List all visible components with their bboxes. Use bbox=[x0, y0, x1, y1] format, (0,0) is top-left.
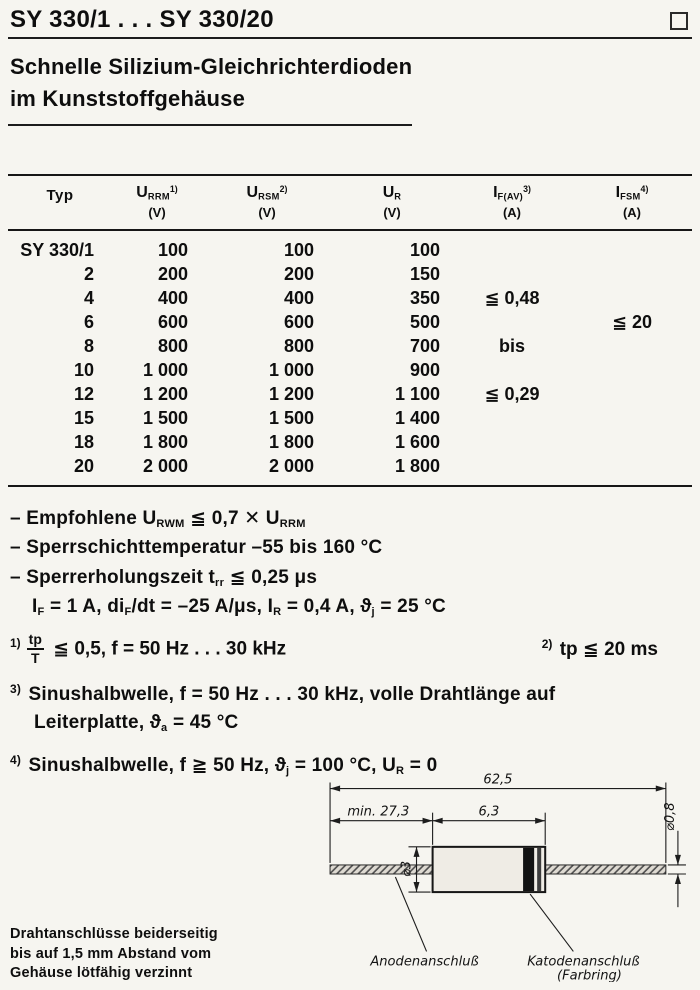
cathode-colorband-label: (Farbring) bbox=[557, 968, 622, 982]
footnote-1 bbox=[10, 632, 286, 667]
table-row bbox=[8, 310, 692, 334]
note-text: ≦ 0,25 μs bbox=[224, 566, 318, 588]
col-header-typ bbox=[8, 175, 112, 230]
dim-body-diameter: ⌀3 bbox=[399, 860, 415, 878]
cell-ifsm bbox=[572, 406, 692, 430]
header-sub: RSM bbox=[258, 191, 280, 202]
cell-typ: SY 330/1 bbox=[20, 239, 94, 260]
note-text: ≦ 0,7 ✕ U bbox=[184, 507, 280, 529]
cell-ursm: 200 bbox=[283, 263, 314, 284]
corner-square bbox=[670, 12, 688, 30]
subtitle-line2: im Kunststoffgehäuse bbox=[10, 85, 246, 111]
cell-ur: 1 800 bbox=[394, 455, 440, 476]
cell-urrm: 1 800 bbox=[142, 431, 188, 452]
cell-typ: 4 bbox=[83, 287, 94, 308]
table-head bbox=[8, 175, 692, 230]
note-recovery-time bbox=[10, 566, 690, 589]
note-urwm bbox=[10, 507, 690, 530]
footer-line: Gehäuse lötfähig verzinnt bbox=[10, 965, 193, 982]
table-row bbox=[8, 406, 692, 430]
solderability-note bbox=[10, 925, 218, 984]
footnote-text: = 0 bbox=[404, 754, 438, 776]
cell-ifsm bbox=[572, 382, 692, 406]
footnote-text: Sinushalbwelle, f = 50 Hz . . . 30 kHz, volle Drahtlänge auf bbox=[23, 683, 556, 705]
fraction-denominator: T bbox=[27, 648, 44, 666]
cell-ifsm bbox=[572, 454, 692, 486]
header-sub: R bbox=[394, 191, 402, 202]
note-test-conditions bbox=[10, 596, 690, 618]
cell-urrm: 1 500 bbox=[142, 407, 188, 428]
cell-ifsm bbox=[572, 334, 692, 358]
anode-lead bbox=[330, 865, 433, 874]
note-text: = 0,4 A, ϑ bbox=[281, 595, 372, 617]
cell-urrm: 1 200 bbox=[142, 383, 188, 404]
table-row bbox=[8, 262, 692, 286]
cell-ifav: ≦ 0,48 bbox=[484, 287, 540, 308]
cell-ifsm bbox=[572, 358, 692, 382]
cell-urrm: 2 000 bbox=[142, 455, 188, 476]
cell-urrm: 400 bbox=[157, 287, 188, 308]
duty-cycle-fraction bbox=[27, 632, 44, 667]
col-header-ur bbox=[332, 175, 452, 230]
dim-lead-diameter: ⌀0,8 bbox=[662, 802, 678, 831]
page-title: SY 330/1 . . . SY 330/20 bbox=[10, 6, 274, 33]
note-sub: F bbox=[37, 605, 45, 618]
cell-ifsm bbox=[572, 430, 692, 454]
cell-urrm: 800 bbox=[157, 335, 188, 356]
footnote-row bbox=[10, 632, 658, 667]
cell-ur: 150 bbox=[409, 263, 440, 284]
header-unit: (A) bbox=[622, 204, 642, 220]
cell-ifav: bis bbox=[498, 335, 525, 356]
cell-ifav: ≦ 0,29 bbox=[484, 383, 540, 404]
table-header-row bbox=[8, 175, 692, 230]
cell-ifav bbox=[452, 454, 572, 486]
note-sub: a bbox=[161, 722, 168, 734]
footnote-text: tp ≦ 20 ms bbox=[554, 639, 658, 661]
dim-lead-length: min. 27,3 bbox=[347, 804, 410, 820]
footnote-mark: 2) bbox=[541, 637, 553, 652]
cell-ur: 500 bbox=[409, 311, 440, 332]
note-text: – Sperrerholungszeit t bbox=[10, 566, 215, 588]
cell-ifav bbox=[452, 310, 572, 334]
cathode-lead bbox=[545, 865, 666, 874]
cell-typ: 20 bbox=[73, 455, 94, 476]
footnote-line bbox=[10, 680, 690, 710]
footnote-text: = 100 °C, U bbox=[289, 754, 397, 776]
note-text: – Empfohlene U bbox=[10, 507, 157, 529]
cell-ifav bbox=[452, 262, 572, 286]
subtitle-divider bbox=[8, 124, 412, 126]
header-unit: (V) bbox=[383, 204, 401, 220]
cell-ur: 1 400 bbox=[394, 407, 440, 428]
footnote-mark: 4) bbox=[10, 752, 22, 767]
footer-line: Drahtanschlüsse beiderseitig bbox=[10, 926, 218, 942]
fraction-numerator: tp bbox=[28, 630, 42, 647]
note-sub: RWM bbox=[156, 517, 185, 530]
cell-urrm: 1 000 bbox=[142, 359, 188, 380]
footnote-text: = 45 °C bbox=[167, 712, 239, 734]
header-symbol: I bbox=[615, 183, 621, 201]
note-text: – Sperrschichttemperatur –55 bis 160 °C bbox=[10, 536, 383, 558]
cell-ursm: 1 000 bbox=[268, 359, 314, 380]
note-sub: j bbox=[286, 764, 290, 777]
footnote-mark: 1) bbox=[10, 636, 21, 650]
header-sub: RRM bbox=[147, 191, 170, 202]
cell-urrm: 200 bbox=[157, 263, 188, 284]
footnote-3 bbox=[10, 680, 690, 738]
note-text: = 25 °C bbox=[374, 595, 446, 617]
cell-ursm: 2 000 bbox=[268, 455, 314, 476]
cell-ifsm bbox=[572, 286, 692, 310]
dim-total-length: 62,5 bbox=[483, 772, 513, 788]
footnote-mark: 3) bbox=[10, 681, 22, 696]
header-sup: 3) bbox=[523, 183, 531, 194]
header-sup: 4) bbox=[640, 183, 649, 194]
footnote-2 bbox=[542, 637, 658, 661]
cell-ur: 1 100 bbox=[394, 383, 440, 404]
header-label: Typ bbox=[46, 186, 74, 204]
diode-package-svg bbox=[320, 768, 694, 982]
header-symbol: U bbox=[136, 183, 148, 201]
header-sub: F(AV) bbox=[497, 191, 524, 202]
note-text: I bbox=[32, 595, 38, 617]
cell-typ: 18 bbox=[73, 431, 94, 452]
cell-ifav bbox=[452, 358, 572, 382]
table-row bbox=[8, 358, 692, 382]
header-unit: (V) bbox=[148, 204, 166, 220]
table-row bbox=[8, 334, 692, 358]
table-row bbox=[8, 286, 692, 310]
cell-typ: 8 bbox=[83, 335, 94, 356]
diode-component bbox=[330, 847, 666, 892]
cell-ursm: 1 800 bbox=[268, 431, 314, 452]
header-symbol: U bbox=[382, 183, 395, 201]
cell-ifav bbox=[452, 406, 572, 430]
note-sub: F bbox=[124, 605, 132, 618]
header-unit: (V) bbox=[258, 204, 276, 220]
cell-urrm: 600 bbox=[157, 311, 188, 332]
header-sup: 1) bbox=[169, 183, 178, 194]
cell-ifav bbox=[452, 230, 572, 262]
anode-leader-line bbox=[395, 877, 426, 951]
anode-label: Anodenanschluß bbox=[370, 954, 479, 970]
cathode-band bbox=[523, 848, 534, 891]
cathode-label: Katodenanschluß bbox=[527, 954, 640, 970]
cell-ursm: 1 500 bbox=[268, 407, 314, 428]
note-sub: RRM bbox=[279, 517, 306, 530]
header-symbol: I bbox=[493, 183, 498, 201]
footnote-text: ≦ 0,5, f = 50 Hz . . . 30 kHz bbox=[47, 638, 287, 660]
subtitle-line1: Schnelle Silizium-Gleichrichterdioden bbox=[10, 54, 413, 79]
header bbox=[0, 0, 700, 34]
cathode-band-edge bbox=[537, 848, 541, 891]
footnote-text: Leiterplatte, ϑ bbox=[34, 712, 162, 734]
table-row bbox=[8, 382, 692, 406]
col-header-ursm bbox=[202, 175, 332, 230]
notes-section bbox=[10, 507, 690, 618]
table-row bbox=[8, 454, 692, 486]
col-header-ifsm bbox=[572, 175, 692, 230]
footnote-text: Sinushalbwelle, f ≧ 50 Hz, ϑ bbox=[23, 754, 287, 776]
col-header-urrm bbox=[112, 175, 202, 230]
cell-ursm: 800 bbox=[283, 335, 314, 356]
cell-typ: 15 bbox=[73, 407, 94, 428]
cathode-leader-line bbox=[530, 894, 573, 951]
cell-ursm: 600 bbox=[283, 311, 314, 332]
note-sub: R bbox=[273, 605, 282, 618]
cell-ur: 100 bbox=[409, 239, 440, 260]
note-text: /dt = –25 A/μs, I bbox=[131, 595, 274, 617]
note-sub: rr bbox=[215, 576, 225, 589]
note-temperature bbox=[10, 537, 690, 559]
note-sub: j bbox=[371, 605, 375, 618]
header-sup: 2) bbox=[279, 183, 288, 194]
cell-ur: 350 bbox=[409, 287, 440, 308]
note-text: = 1 A, di bbox=[44, 595, 125, 617]
cell-ifsm bbox=[572, 230, 692, 262]
cell-typ: 10 bbox=[73, 359, 94, 380]
table-body bbox=[8, 230, 692, 486]
page-subtitle bbox=[10, 51, 690, 115]
package-drawing bbox=[320, 768, 694, 982]
cell-ifsm bbox=[572, 262, 692, 286]
cell-typ: 6 bbox=[83, 311, 94, 332]
cell-ursm: 400 bbox=[283, 287, 314, 308]
cell-typ: 12 bbox=[73, 383, 94, 404]
footnote-line bbox=[10, 709, 690, 738]
table-row bbox=[8, 430, 692, 454]
header-symbol: U bbox=[246, 183, 259, 201]
header-unit: (A) bbox=[502, 204, 522, 220]
header-sub: FSM bbox=[620, 191, 641, 202]
cell-ursm: 100 bbox=[283, 239, 314, 260]
cell-ur: 900 bbox=[409, 359, 440, 380]
cell-ifav bbox=[452, 430, 572, 454]
table-row bbox=[8, 230, 692, 262]
cell-typ: 2 bbox=[83, 263, 94, 284]
cell-ifsm: ≦ 20 bbox=[611, 311, 653, 332]
cell-ur: 700 bbox=[409, 335, 440, 356]
col-header-ifav bbox=[452, 175, 572, 230]
cell-ursm: 1 200 bbox=[268, 383, 314, 404]
cell-ur: 1 600 bbox=[394, 431, 440, 452]
dim-body-length: 6,3 bbox=[478, 804, 500, 820]
spec-table bbox=[8, 174, 692, 487]
footer-line: bis auf 1,5 mm Abstand vom bbox=[10, 945, 212, 962]
note-sub: R bbox=[396, 764, 405, 777]
cell-urrm: 100 bbox=[157, 239, 188, 260]
title-divider bbox=[8, 37, 692, 39]
